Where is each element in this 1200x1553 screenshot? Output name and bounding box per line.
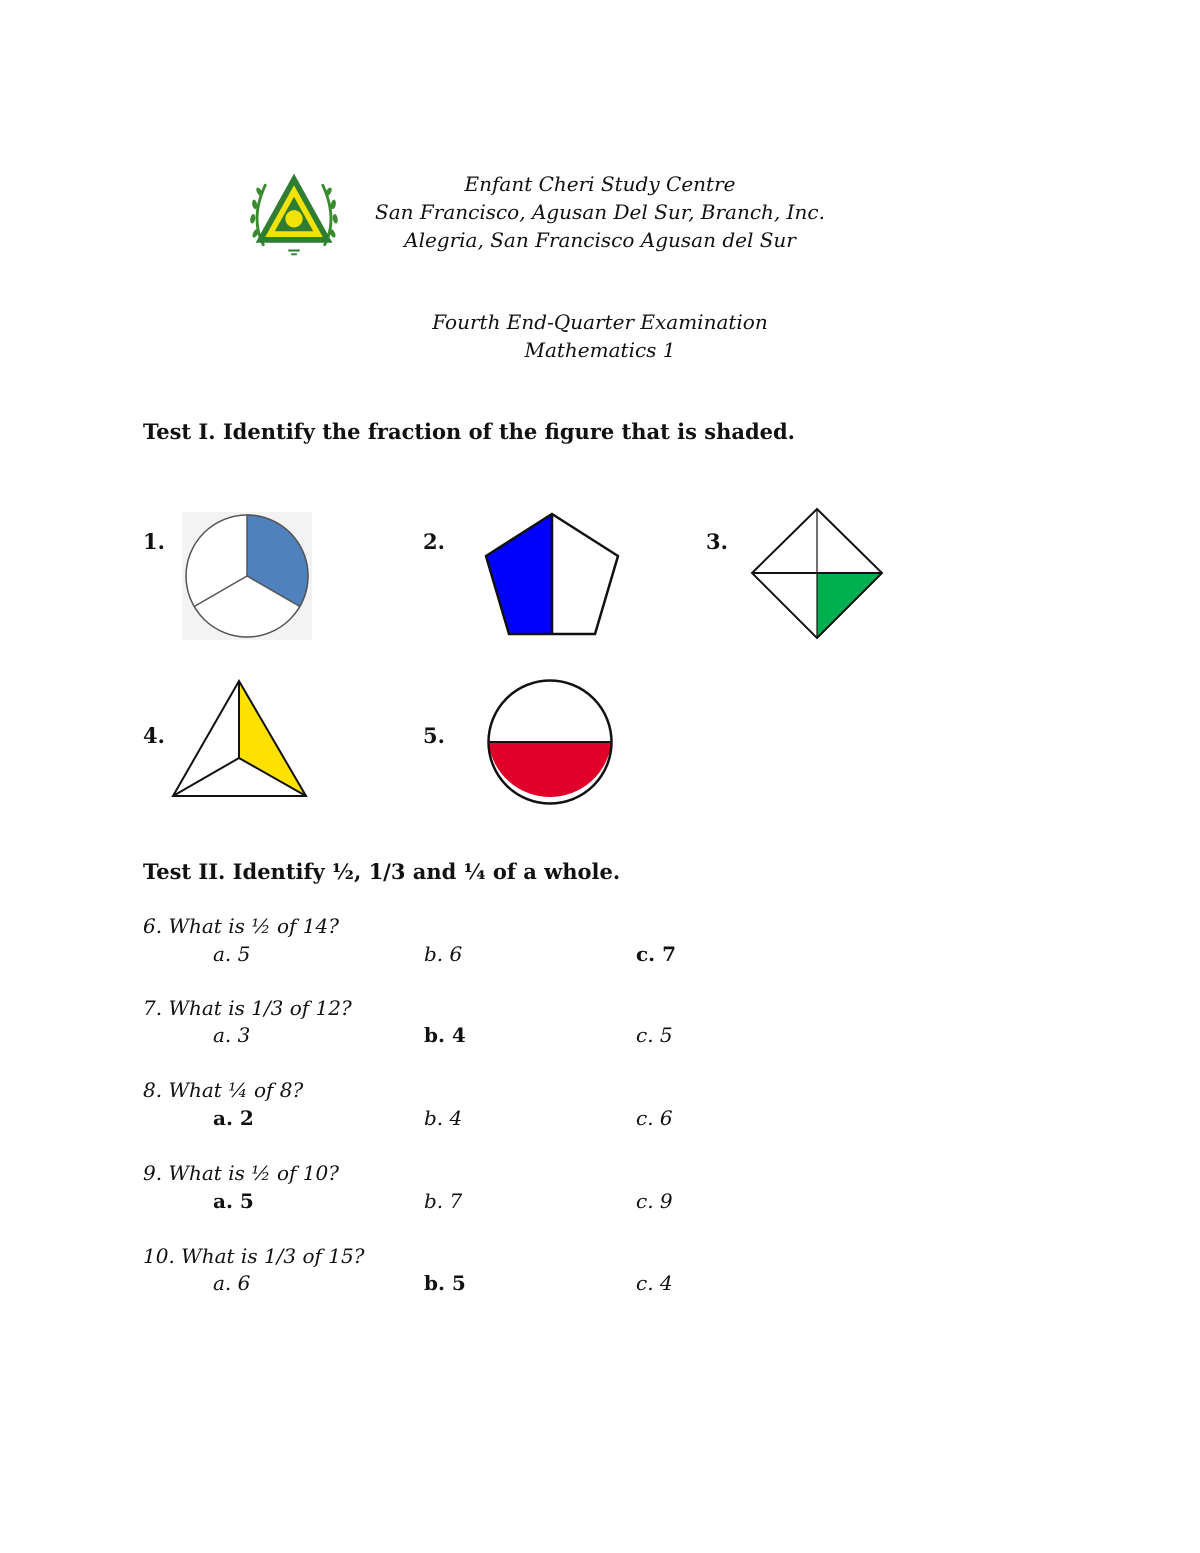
q7-option-c: c. 5 [636,1023,673,1047]
question-9: 9. What is ½ of 10? [143,1161,339,1185]
q7-option-b: b. 4 [424,1023,466,1047]
q9-option-b: b. 7 [424,1189,463,1213]
question-8: 8. What ¼ of 8? [143,1078,304,1102]
figure-2-pentagon-halves [483,512,621,636]
figure-5-label: 5. [423,723,445,748]
figure-1-label: 1. [143,529,165,554]
school-header [340,170,860,254]
figure-1-circle-thirds [182,512,312,640]
exam-title: Fourth End-Quarter Examination [432,310,768,334]
figure-3-diamond-quarters [750,507,884,641]
q10-option-a: a. 6 [213,1271,251,1295]
figure-4-label: 4. [143,723,165,748]
q10-option-b: b. 5 [424,1271,466,1295]
q7-option-a: a. 3 [213,1023,251,1047]
exam-header [340,308,860,364]
q9-option-a: a. 5 [213,1189,254,1213]
figure-3-label: 3. [706,529,728,554]
q10-option-c: c. 4 [636,1271,673,1295]
q6-option-a: a. 5 [213,942,251,966]
q8-option-b: b. 4 [424,1106,463,1130]
figure-4-triangle-thirds [170,678,310,800]
school-seal-logo [246,166,342,262]
figure-5-shaded-part [488,742,611,797]
school-address: Alegria, San Francisco Agusan del Sur [404,228,796,252]
figure-2-shaded-part [486,514,552,634]
school-name: Enfant Cheri Study Centre [464,172,736,196]
figure-5-circle-halves [486,678,614,806]
q6-option-b: b. 6 [424,942,463,966]
school-branch: San Francisco, Agusan Del Sur, Branch, Inc. [375,200,825,224]
q8-option-c: c. 6 [636,1106,673,1130]
q6-option-c: c. 7 [636,942,677,966]
exam-subject: Mathematics 1 [524,338,676,362]
question-7: 7. What is 1/3 of 12? [143,996,352,1020]
question-6: 6. What is ½ of 14? [143,914,339,938]
question-10: 10. What is 1/3 of 15? [143,1244,365,1268]
figure-2-label: 2. [423,529,445,554]
q8-option-a: a. 2 [213,1106,254,1130]
q9-option-c: c. 9 [636,1189,673,1213]
test2-heading: Test II. Identify ½, 1/3 and ¼ of a whole. [143,859,621,884]
test1-heading: Test I. Identify the fraction of the figure that is shaded. [143,419,795,444]
